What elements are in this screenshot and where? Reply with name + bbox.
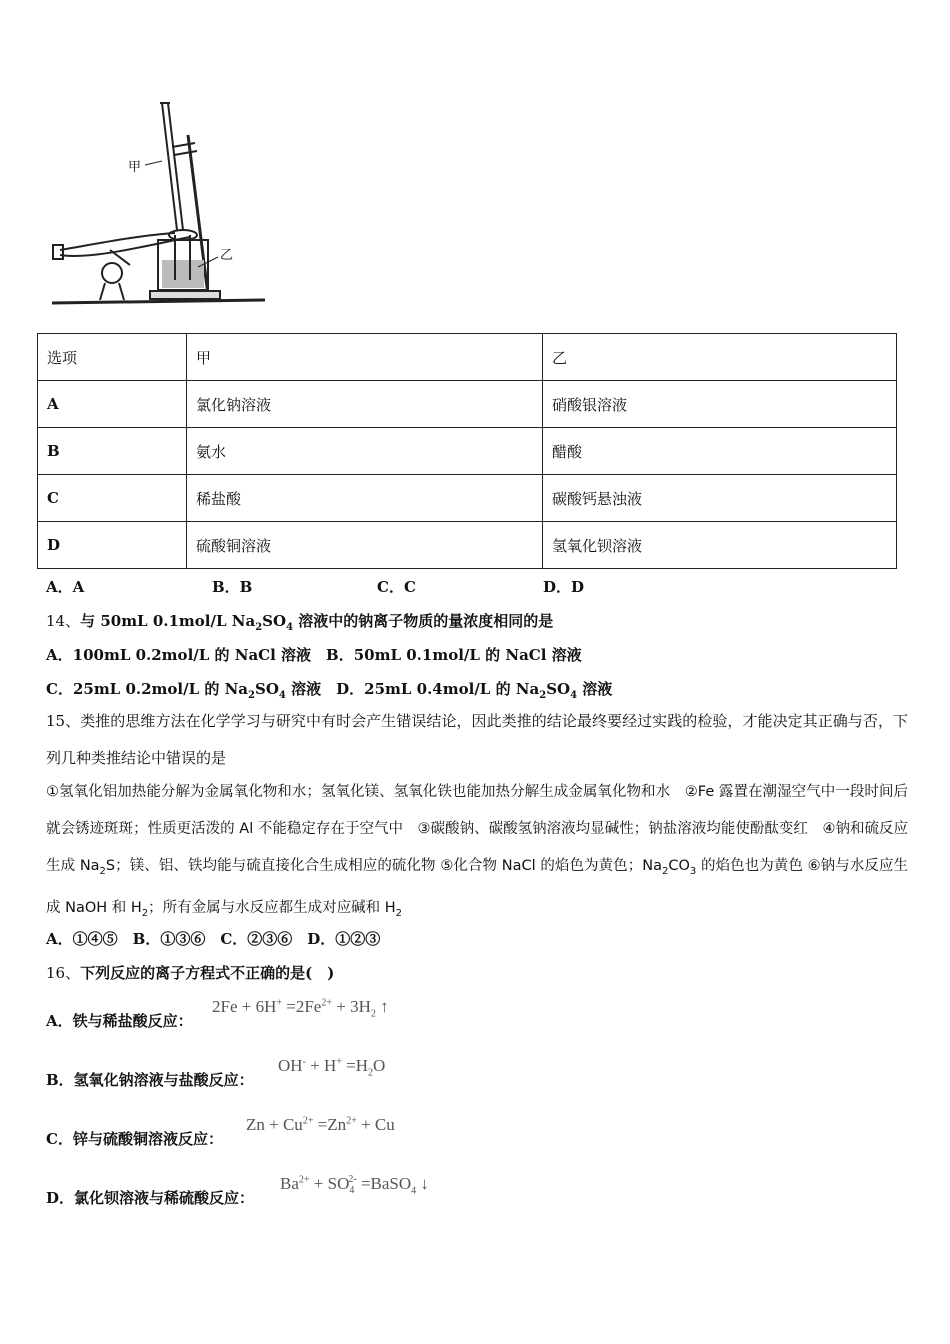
subscript: 2 — [661, 865, 669, 877]
option-text: SO — [546, 680, 571, 698]
subscript: 2 — [255, 622, 263, 633]
table-header-cell: 乙 — [543, 334, 897, 381]
q15-statement-3: ③碳酸钠、碳酸氢钠溶液均显碱性；钠盐溶液均能使酚酞变红 — [417, 821, 808, 837]
label-jia: 甲 — [128, 160, 142, 175]
label-yi: 乙 — [220, 248, 234, 263]
q15-statement-2: ②Fe 露置在潮湿空气中一段时间后就会锈迹斑斑；性质更活泼的 Al 不能稳定存在于空气中 — [46, 784, 909, 837]
table-cell: 氢氧化钡溶液 — [543, 522, 897, 569]
table-cell: B — [38, 428, 187, 475]
table-cell: 碳酸钙悬浊液 — [543, 475, 897, 522]
statement-text: S；镁、铝、铁均能与硫直接化合生成相应的硫化物 — [105, 858, 436, 874]
table-cell: 氯化钠溶液 — [187, 381, 543, 428]
q14-option-c[interactable] — [46, 680, 322, 701]
statement-text: ④钠和硫反应生成 Na — [46, 821, 909, 874]
table-header-cell: 甲 — [187, 334, 543, 381]
question-number: 14、 — [46, 612, 81, 630]
q14-stem — [46, 610, 553, 633]
subscript: 2 — [395, 907, 403, 919]
subscript: 2 — [248, 690, 255, 701]
table-cell: A — [38, 381, 187, 428]
option-text: 溶液 — [285, 680, 322, 698]
q13-choice-d[interactable]: D．D — [543, 578, 585, 596]
option-text: 溶液 — [577, 680, 613, 698]
q14-stem-text: 溶液中的钠离子物质的量浓度相同的是 — [293, 612, 554, 630]
equation-d: $Ba^{2+} + SO_4^{2-}$ =BaSO$_4$ ↓ — [280, 1174, 429, 1197]
q16-stem-text: 下列反应的离子方程式不正确的是( ) — [80, 964, 335, 982]
q16-stem — [46, 962, 334, 983]
q15-stem — [46, 703, 908, 777]
table-header-cell: 选项 — [38, 334, 187, 381]
subscript: 4 — [286, 622, 294, 633]
q16-option-b[interactable]: B．氢氧化钠溶液与盐酸反应： — [46, 1071, 254, 1089]
subscript: 4 — [278, 690, 286, 701]
q14-stem-text: SO — [262, 612, 287, 630]
q13-choice-a[interactable]: A．A — [46, 578, 85, 596]
q14-option-d[interactable] — [336, 680, 613, 701]
q16-option-a[interactable]: A．铁与稀盐酸反应： — [46, 1012, 193, 1030]
q15-stem-text: 类推的思维方法在化学学习与研究中有时会产生错误结论，因此类推的结论最终要经过实践的检验，才能决定其正确与否，下列几种类推结论中错误的是 — [46, 712, 908, 767]
equation-c: $Zn + Cu^{2+} =Zn^{2+} + Cu$ — [246, 1115, 395, 1134]
equation-b: $OH^- + H^+ =H_2O$ — [278, 1056, 386, 1079]
table-cell: C — [38, 475, 187, 522]
conductivity-apparatus-figure — [50, 95, 270, 310]
q15-answer-choices[interactable]: A．①④⑤ B．①③⑥ C．②③⑥ D．①②③ — [46, 930, 381, 948]
subscript: 4 — [570, 690, 578, 701]
q13-choice-c[interactable]: C．C — [377, 578, 416, 596]
table-cell: 醋酸 — [543, 428, 897, 475]
table-row — [38, 522, 897, 569]
statement-text: ⑥钠与水反应生成 NaOH 和 H — [46, 858, 909, 916]
statement-text: CO — [668, 858, 690, 874]
q13-choice-b[interactable]: B．B — [212, 578, 253, 596]
q14-option-a[interactable]: A．100mL 0.2mol/L 的 NaCl 溶液 — [46, 646, 312, 664]
option-text: SO — [255, 680, 279, 698]
table-row — [38, 475, 897, 522]
options-table — [37, 333, 897, 569]
option-text: D．25mL 0.4mol/L 的 Na — [336, 680, 540, 698]
question-number: 16、 — [46, 964, 81, 982]
option-text: C．25mL 0.2mol/L 的 Na — [46, 680, 249, 698]
table-cell: 氨水 — [187, 428, 543, 475]
q15-statement-1: ①氢氧化铝加热能分解为金属氧化物和水；氢氧化镁、氢氧化铁也能加热分解生成金属氧化物和水 — [46, 784, 671, 800]
q14-option-b[interactable]: B．50mL 0.1mol/L 的 NaCl 溶液 — [326, 646, 582, 664]
equation-a: $2Fe + 6H^+ =2Fe^{2+} + 3H_2$ ↑ — [212, 997, 389, 1020]
table-row — [38, 381, 897, 428]
table-row — [38, 428, 897, 475]
q13-answer-choices — [46, 576, 584, 597]
q16-option-d[interactable]: D．氯化钡溶液与稀硫酸反应： — [46, 1189, 255, 1207]
table-cell: 稀盐酸 — [187, 475, 543, 522]
statement-text: ；所有金属与水反应都生成对应碱和 H — [148, 899, 396, 916]
table-cell: D — [38, 522, 187, 569]
table-cell: 硫酸铜溶液 — [187, 522, 543, 569]
q14-options-row-2 — [46, 678, 612, 701]
subscript: 2 — [99, 865, 106, 877]
q14-options-row-1 — [46, 644, 582, 665]
subscript: 2 — [539, 690, 547, 701]
q15-statement-5: ⑤化合物 NaCl 的焰色为黄色；$Na_2CO_3$ 的焰色也为黄色 — [440, 858, 803, 877]
statement-text: ⑤化合物 NaCl 的焰色为黄色；Na — [440, 858, 662, 874]
statement-text: 的焰色也为黄色 — [696, 858, 803, 874]
table-header-row — [38, 334, 897, 381]
table-cell: 硝酸银溶液 — [543, 381, 897, 428]
question-number: 15、 — [46, 712, 81, 730]
q16-option-c[interactable]: C．锌与硫酸铜溶液反应： — [46, 1130, 223, 1148]
q14-stem-text: 与 50mL 0.1mol/L Na — [80, 612, 256, 630]
subscript: 2 — [141, 907, 149, 919]
q15-statements — [46, 774, 908, 932]
